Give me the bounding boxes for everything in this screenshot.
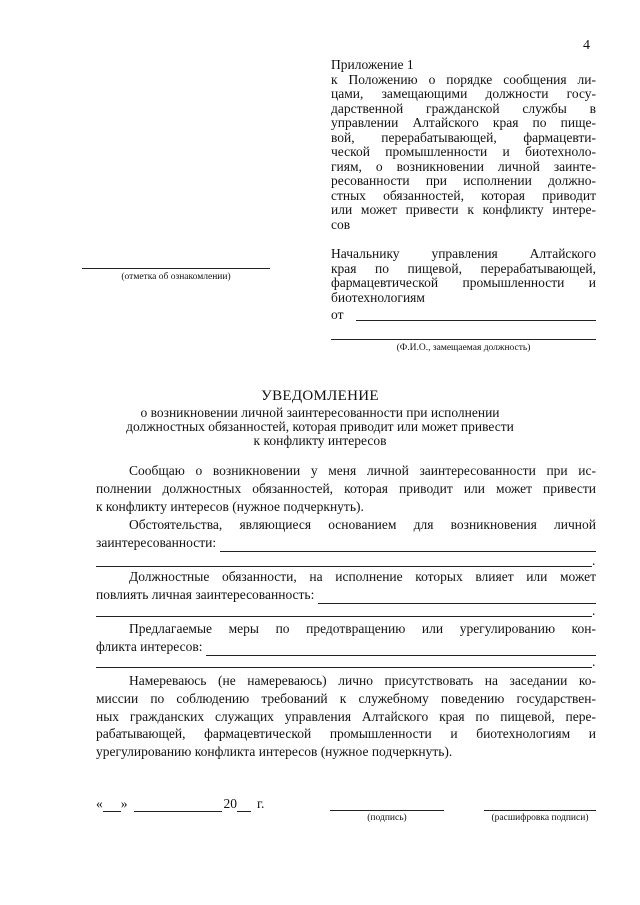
year-prefix: 20 bbox=[223, 796, 237, 811]
from-position-line[interactable] bbox=[331, 339, 596, 340]
paragraph-duties bbox=[96, 568, 596, 604]
appendix-line: ческой промышленности и биотехноло- bbox=[331, 144, 596, 159]
measures-field[interactable] bbox=[206, 643, 596, 656]
document-title: УВЕДОМЛЕНИЕ bbox=[261, 388, 379, 404]
paragraph-line: Должностные обязанности, на исполнение которых влияет или может bbox=[129, 569, 596, 584]
page-number: 4 bbox=[583, 38, 590, 53]
signature-line[interactable] bbox=[330, 810, 444, 811]
appendix-line: управлении Алтайского края по пище- bbox=[331, 115, 596, 130]
paragraph-notice bbox=[96, 462, 596, 515]
from-label: от bbox=[331, 307, 344, 322]
line-end-dot: . bbox=[592, 603, 596, 618]
measures-field-extra[interactable] bbox=[96, 667, 592, 668]
addressee-line: края по пищевой, перерабатывающей, bbox=[331, 260, 596, 276]
subtitle-line: должностных обязанностей, которая приводит или может привести bbox=[126, 419, 514, 434]
from-caption: (Ф.И.О., замещаемая должность) bbox=[396, 343, 531, 353]
paragraph-line: Намереваюсь (не намереваюсь) лично присутствовать на заседании ко- bbox=[129, 673, 596, 688]
document-subtitle bbox=[110, 406, 530, 448]
paragraph-line: заинтересованности: bbox=[96, 534, 217, 550]
duties-field[interactable] bbox=[318, 591, 596, 604]
addressee-line: биотехнологиям bbox=[331, 289, 425, 305]
appendix-line: сов bbox=[331, 216, 351, 232]
addressee-block bbox=[331, 247, 596, 305]
paragraph-line: Сообщаю о возникновении у меня личной заинтересованности при ис- bbox=[129, 463, 596, 478]
subtitle-line: о возникновении личной заинтересованности при исполнении bbox=[140, 405, 500, 420]
paragraph-line: фликта интересов: bbox=[96, 638, 203, 654]
appendix-block bbox=[331, 58, 596, 232]
appendix-line: ресованности при исполнении должно- bbox=[331, 173, 596, 188]
date-close-quote: » bbox=[120, 796, 128, 811]
acknowledgement-caption: (отметка об ознакомлении) bbox=[121, 272, 231, 282]
paragraph-circumstances bbox=[96, 516, 596, 552]
signature-caption: (подпись) bbox=[367, 813, 407, 823]
addressee-line: Начальнику управления Алтайского bbox=[331, 246, 596, 261]
appendix-line: или может привести к конфликту интере- bbox=[331, 202, 596, 217]
paragraph-line: повлиять личная заинтересованность: bbox=[96, 586, 315, 602]
paragraph-line: миссии по соблюдению требований к служебному поведению государствен- bbox=[96, 690, 596, 706]
circumstances-field-extra[interactable] bbox=[96, 566, 592, 567]
addressee-line: фармацевтической промышленности и bbox=[331, 275, 596, 290]
year-field[interactable] bbox=[237, 799, 251, 812]
line-end-dot: . bbox=[592, 553, 596, 568]
paragraph-line: ных гражданских служащих управления Алтайского края по пищевой, пере- bbox=[96, 708, 596, 724]
paragraph-line: урегулированию конфликта интересов (нужное подчеркнуть). bbox=[96, 744, 453, 760]
paragraph-line: Предлагаемые меры по предотвращению или урегулированию кон- bbox=[129, 621, 596, 636]
from-name-line[interactable] bbox=[356, 320, 596, 321]
day-field[interactable] bbox=[103, 799, 121, 812]
appendix-line: дарственной гражданской службы в bbox=[331, 100, 596, 116]
appendix-line: к Положению о порядке сообщения ли- bbox=[331, 71, 596, 87]
date-block bbox=[96, 796, 264, 812]
subtitle-line: к конфликту интересов bbox=[253, 433, 387, 448]
appendix-heading: Приложение 1 bbox=[331, 57, 414, 72]
paragraph-line: Обстоятельства, являющиеся основанием для возникновения личной bbox=[129, 517, 596, 532]
paragraph-attendance bbox=[96, 672, 596, 761]
paragraph-line: к конфликту интересов (нужное подчеркнуть). bbox=[96, 498, 364, 514]
appendix-line: стных обязанностей, которая приводит bbox=[331, 187, 596, 203]
circumstances-field[interactable] bbox=[220, 539, 596, 552]
appendix-line: гиям, о возникновении личной заинте- bbox=[331, 158, 596, 174]
decryption-line[interactable] bbox=[484, 810, 596, 811]
paragraph-measures bbox=[96, 620, 596, 656]
line-end-dot: . bbox=[592, 654, 596, 669]
decryption-caption: (расшифровка подписи) bbox=[491, 813, 589, 823]
paragraph-line: полнении должностных обязанностей, которая приводит или может привести bbox=[96, 480, 596, 496]
month-field[interactable] bbox=[134, 799, 222, 812]
year-suffix: г. bbox=[257, 796, 265, 811]
date-open-quote: « bbox=[96, 796, 103, 811]
acknowledgement-line[interactable] bbox=[82, 268, 270, 269]
paragraph-line: рабатывающей, фармацевтической промышленности и биотехнологиям и bbox=[96, 726, 596, 742]
appendix-line: вой, перерабатывающей, фармацевти- bbox=[331, 129, 596, 145]
duties-field-extra[interactable] bbox=[96, 616, 592, 617]
appendix-line: цами, замещающими должности госу- bbox=[331, 86, 596, 101]
